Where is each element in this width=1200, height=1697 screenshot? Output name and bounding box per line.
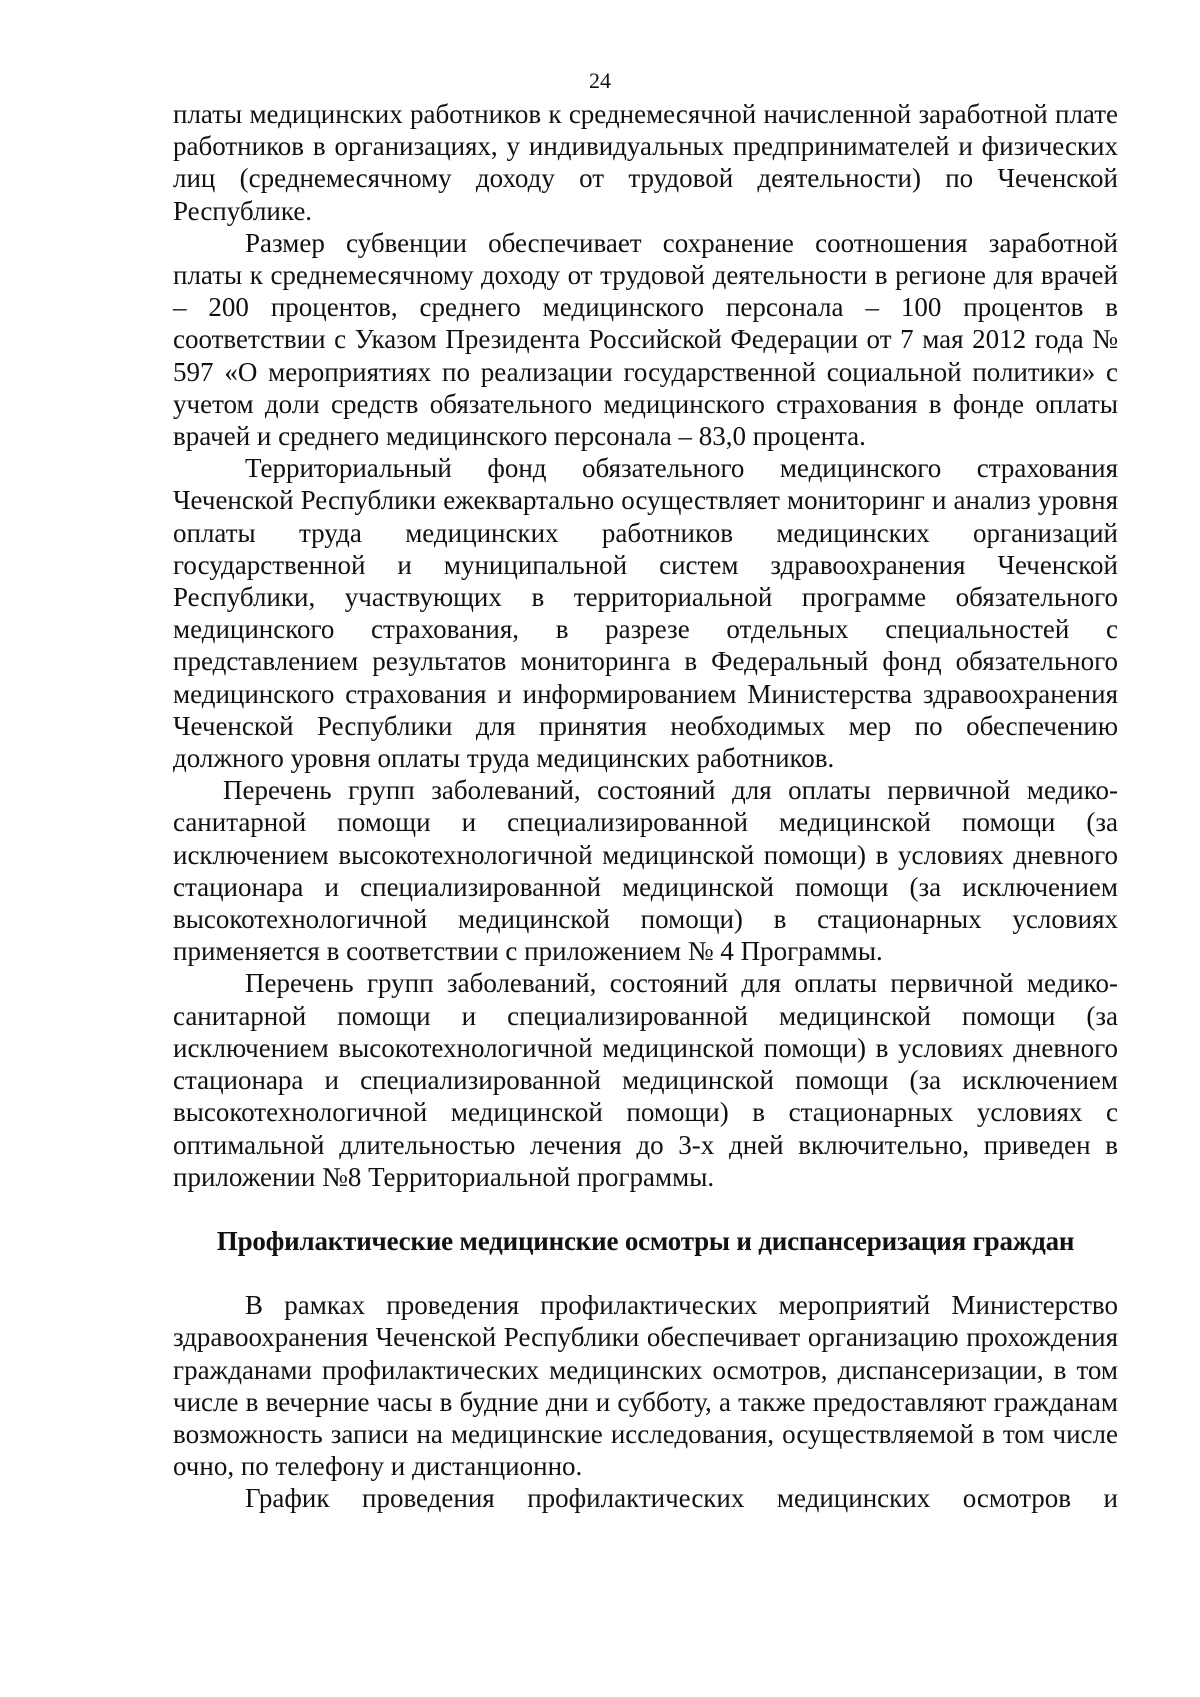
paragraph-disease-groups-short-stay: Перечень групп заболеваний, состояний для оплаты первичной медико-санитарной помощи и специализированной медицинской помощи (за исключением высокотехнологичной медицинской помощи) в условиях дневного стационара и специализированной медицинской помощи (за исключением высокотехнологичной медицинской помощи) в стационарных условиях с оптимальной длительностью лечения до 3-х дней включительно, приведен в приложении №8 Территориальной программы. <box>173 968 1118 1192</box>
document-body <box>173 98 1118 1515</box>
page-number: 24 <box>589 68 611 93</box>
paragraph-territorial-fund: Территориальный фонд обязательного медицинского страхования Чеченской Республики ежеквартально осуществляет мониторинг и анализ уровня оплаты труда медицинских работников медицинских организаций государственной и муниципальной систем здравоохранения Чеченской Республики, участвующих в территориальной программе обязательного медицинского страхования, в разрезе отдельных специальностей с представлением результатов мониторинга в Федеральный фонд обязательного медицинского страхования и информированием Министерства здравоохранения Чеченской Республики для принятия необходимых мер по обеспечению должного уровня оплаты труда медицинских работников. <box>173 453 1118 774</box>
paragraph-schedule: График проведения профилактических медицинских осмотров и <box>245 1483 1118 1514</box>
paragraph-preventive-measures: В рамках проведения профилактических мероприятий Министерство здравоохранения Чеченской Республики обеспечивает организацию прохождения гражданами профилактических медицинских осмотров, диспансеризации, в том числе в вечерние часы в будние дни и субботу, а также предоставляют гражданам возможность записи на медицинские исследования, осуществляемой в том числе очно, по телефону и дистанционно. <box>173 1290 1118 1482</box>
paragraph-subvention-size: Размер субвенции обеспечивает сохранение соотношения заработной платы к среднемесячному доходу от трудовой деятельности в регионе для врачей – 200 процентов, среднего медицинского персонала – 100 процентов в соответствии с Указом Президента Российской Федерации от 7 мая 2012 года № 597 «О мероприятиях по реализации государственной социальной политики» с учетом доли средств обязательного медицинского страхования в фонде оплаты врачей и среднего медицинского персонала – 83,0 процента. <box>173 227 1118 452</box>
section-heading: Профилактические медицинские осмотры и диспансеризация граждан <box>216 1225 1075 1256</box>
paragraph-disease-groups-list: Перечень групп заболеваний, состояний для оплаты первичной медико-санитарной помощи и специализированной медицинской помощи (за исключением высокотехнологичной медицинской помощи) в условиях дневного стационара и специализированной медицинской помощи (за исключением высокотехнологичной медицинской помощи) в стационарных условиях применяется в соответствии с приложением № 4 Программы. <box>173 775 1118 967</box>
paragraph-continuation: платы медицинских работников к среднемесячной начисленной заработной плате работников в организациях, у индивидуальных предпринимателей и физических лиц (среднемесячному доходу от трудовой деятельности) по Чеченской Республике. <box>173 99 1118 226</box>
